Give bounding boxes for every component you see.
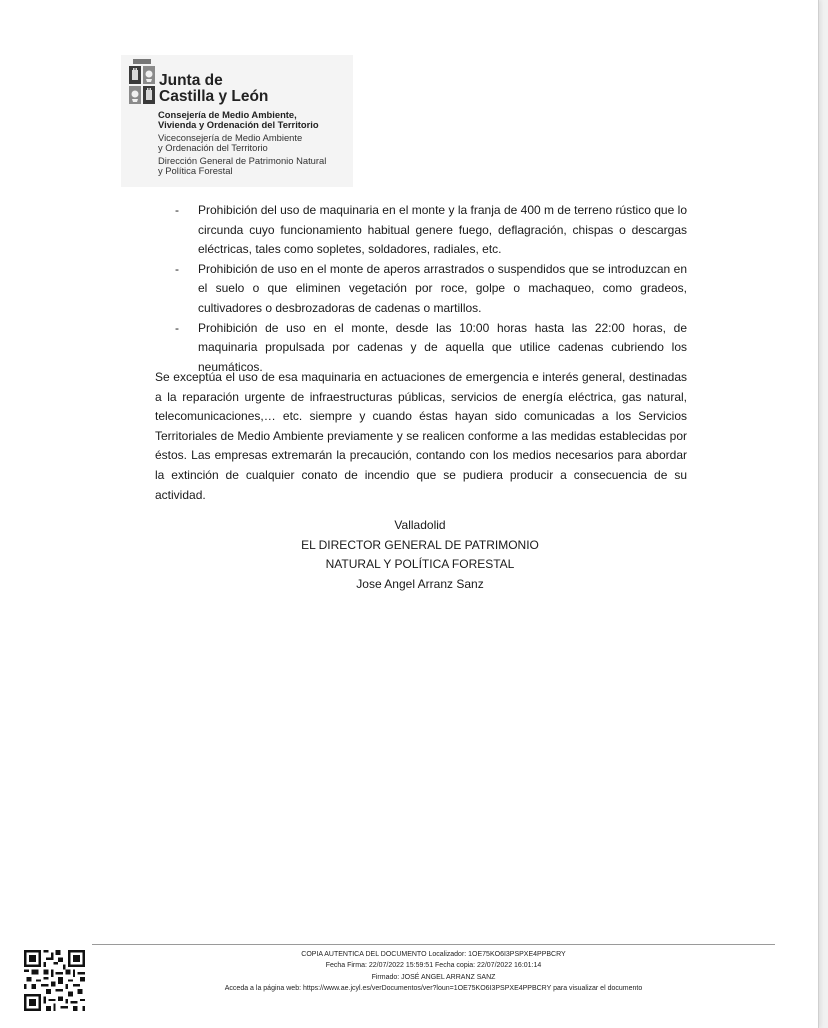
list-item-text: Prohibición de uso en el monte de aperos arrastrados o suspendidos que se introduzcan en el suelo o que eliminen vegetación por roce, golpe o machaqueo, como gradeos, cultivadores o desbrozadoras de cadenas o martillos. [198, 261, 687, 315]
authenticity-footer [92, 949, 775, 995]
footer-line-3: Firmado: JOSÉ ANGEL ARRANZ SANZ [371, 973, 496, 981]
bullet-marker: - [175, 261, 179, 276]
institution-name [159, 73, 268, 105]
dir-line-1: Dirección General de Patrimonio Natural [158, 155, 327, 166]
footer-line-1: COPIA AUTENTICA DEL DOCUMENTO Localizador: 1OE75KO6I3PSPXE4PPBCRY [301, 951, 566, 958]
signature-block [260, 516, 580, 594]
directorate-name [158, 156, 326, 176]
vice-department-name [158, 133, 302, 153]
qr-code-icon [24, 950, 85, 1011]
list-item-text: Prohibición de uso en el monte, desde las 10:00 horas hasta las 22:00 horas, de maquinaria propulsada por cadenas y de aquella que utilice cadenas cubriendo los neumáticos. [198, 320, 687, 374]
signature-title-line-1: EL DIRECTOR GENERAL DE PATRIMONIO [301, 537, 539, 552]
bullet-marker: - [175, 320, 179, 335]
list-item [175, 201, 687, 260]
department-name [158, 110, 319, 130]
footer-divider [92, 944, 775, 945]
bullet-marker: - [175, 203, 179, 217]
signatory-name: Jose Angel Arranz Sanz [356, 576, 484, 591]
list-item [175, 260, 687, 319]
vice-line-2: y Ordenación del Territorio [158, 142, 268, 153]
list-item-text: Prohibición del uso de maquinaria en el monte y la franja de 400 m de terreno rústico que lo circunda cuyo funcionamiento habitual genere fuego, deflagración, chispas o descargas eléctricas, tales como sopletes, soldadores, radiales, etc. [198, 203, 687, 257]
brand-line-2: Castilla y León [159, 88, 269, 105]
signature-place: Valladolid [394, 518, 446, 532]
dir-line-2: y Política Forestal [158, 165, 233, 176]
footer-line-4: Acceda a la página web: https://www.ae.jcyl.es/verDocumentos/ver?loun=1OE75KO6I3PSPXE4PPBCRY para visualizar el documento [224, 985, 643, 993]
coat-of-arms-icon [127, 59, 157, 107]
institution-header [121, 55, 353, 187]
signature-title-line-2: NATURAL Y POLÍTICA FORESTAL [325, 557, 515, 572]
exception-paragraph: Se exceptúa el uso de esa maquinaria en actuaciones de emergencia e interés general, destinadas a la reparación urgente de infraestructuras públicas, servicios de energía eléctrica, gas natural, telecomunicaciones,… etc. siempre y cuando éstas hayan sido comunicadas a los Servicios Territoriales de Medio Ambiente previamente y se realicen conforme a las medidas establecidas por éstos. Las empresas extremarán la precaución, contando con los medios necesarios para abordar la extinción de cualquier conato de incendio que se pudiera producir a consecuencia de su actividad. [155, 370, 687, 502]
dept-line-2: Vivienda y Ordenación del Territorio [158, 119, 319, 130]
vice-line-1: Viceconsejería de Medio Ambiente [158, 132, 303, 143]
brand-line-1: Junta de [159, 72, 223, 89]
dept-line-1: Consejería de Medio Ambiente, [158, 109, 297, 120]
footer-line-2: Fecha Firma: 22/07/2022 15:59:51 Fecha copia: 22/07/2022 16:01:14 [325, 962, 542, 970]
prohibition-list [175, 201, 687, 377]
